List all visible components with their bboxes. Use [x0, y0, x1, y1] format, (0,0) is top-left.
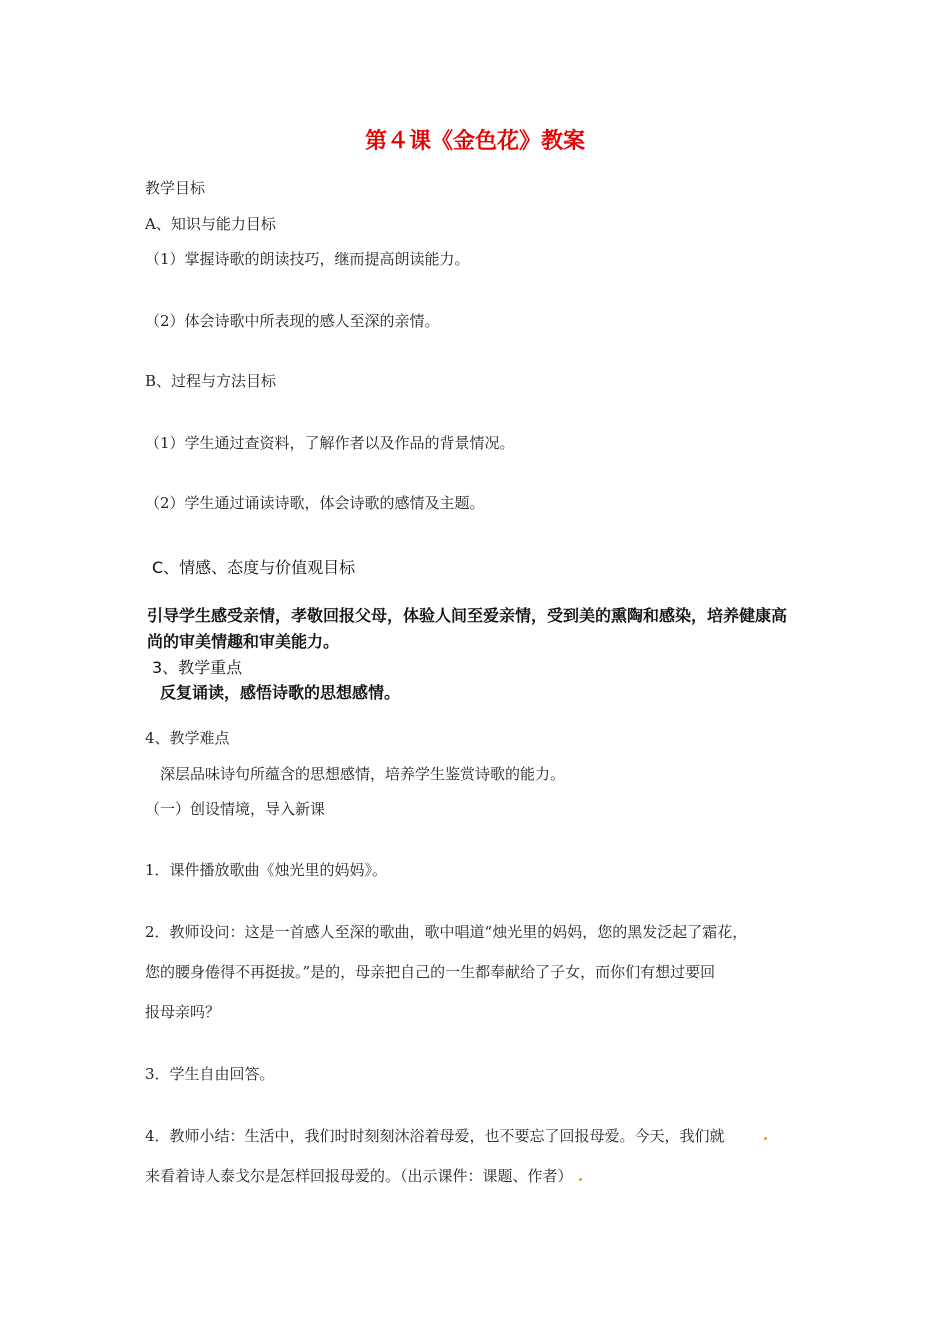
step1-paragraph: 4．教师小结：生活中，我们时时刻刻沐浴着母爱，也不要忘了回报母爱。今天，我们就 [145, 1127, 725, 1145]
section-a-heading: A、知识与能力目标 [145, 215, 276, 233]
step1-paragraph: 来看着诗人泰戈尔是怎样回报母爱的。（出示课件：课题、作者） [145, 1167, 573, 1185]
section-c-heading: C、情感、态度与价值观目标 [152, 558, 356, 577]
step1-heading: （一）创设情境，导入新课 [145, 800, 326, 818]
section-b-item: （1）学生通过查资料，了解作者以及作品的背景情况。 [145, 434, 515, 452]
step1-paragraph: 2．教师设问：这是一首感人至深的歌曲，歌中唱道“烛光里的妈妈，您的黑发泛起了霜花， [145, 923, 748, 941]
document-title: 第４课《金色花》教案 [364, 129, 585, 154]
key-point-text: 反复诵读，感悟诗歌的思想感情。 [160, 683, 401, 702]
section-c-text: 尚的审美情趣和审美能力。 [147, 632, 340, 651]
section-b-item: （2）学生通过诵读诗歌，体会诗歌的感情及主题。 [145, 494, 485, 512]
difficulty-text: 深层品味诗句所蕴含的思想感情，培养学生鉴赏诗歌的能力。 [160, 765, 566, 783]
section-b-heading: B、过程与方法目标 [145, 372, 277, 390]
difficulty-heading: 4、教学难点 [145, 729, 230, 747]
objectives-heading: 教学目标 [145, 179, 206, 197]
step1-paragraph: 您的腰身倦得不再挺拔。”是的，母亲把自己的一生都奉献给了子女，而你们有想过要回 [145, 963, 716, 981]
section-c-text: 引导学生感受亲情，孝敬回报父母，体验人间至爱亲情，受到美的熏陶和感染，培养健康高 [147, 606, 788, 625]
ink-dot-mark [579, 1178, 582, 1181]
step1-paragraph: 3．学生自由回答。 [145, 1065, 275, 1083]
key-point-heading: 3、教学重点 [152, 658, 243, 677]
ink-dot-mark [764, 1137, 767, 1140]
step1-paragraph: 报母亲吗？ [145, 1003, 221, 1021]
section-a-item: （2）体会诗歌中所表现的感人至深的亲情。 [145, 312, 440, 330]
section-a-item: （1）掌握诗歌的朗读技巧，继而提高朗读能力。 [145, 250, 470, 268]
step1-paragraph: 1．课件播放歌曲《烛光里的妈妈》。 [145, 861, 388, 879]
